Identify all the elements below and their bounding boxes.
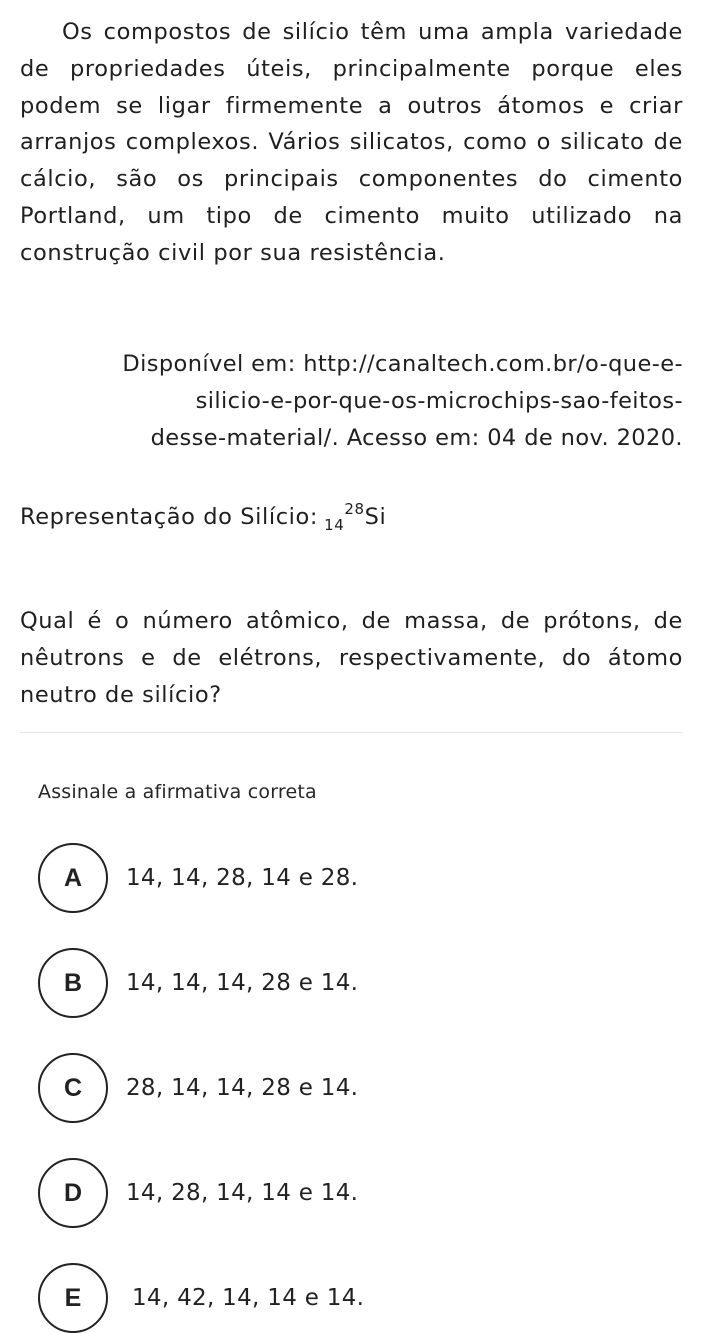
element-symbol: Si bbox=[364, 504, 387, 530]
question-text: Qual é o número atômico, de massa, de prótons, de nêutrons e de elétrons, respectivamente, do átomo neutro de silício? bbox=[20, 608, 683, 708]
source-citation bbox=[20, 346, 683, 456]
option-text: 14, 42, 14, 14 e 14. bbox=[132, 1285, 365, 1311]
divider bbox=[20, 732, 683, 733]
option-letter-circle: C bbox=[38, 1053, 108, 1123]
option-letter-circle: B bbox=[38, 948, 108, 1018]
option-letter-circle: E bbox=[38, 1263, 108, 1333]
option-text: 14, 14, 14, 28 e 14. bbox=[126, 970, 359, 996]
option-b[interactable] bbox=[38, 948, 638, 1018]
source-line-3: desse-material/. Acesso em: 04 de nov. 2020. bbox=[150, 424, 683, 451]
option-d[interactable] bbox=[38, 1158, 638, 1228]
source-line-2: silicio-e-por-que-os-microchips-sao-feitos- bbox=[195, 387, 683, 414]
mass-number: 28 bbox=[344, 500, 365, 518]
passage-text: Os compostos de silício têm uma ampla variedade de propriedades úteis, principalmente porque eles podem se ligar firmemente a outros átomos e criar arranjos complexos. Vários silicatos, como o silicato de cálcio, são os principais componentes do cimento Portland, um tipo de cimento muito utilizado na construção civil por sua resistência. bbox=[20, 19, 683, 266]
option-c[interactable] bbox=[38, 1053, 638, 1123]
representation-label: Representação do Silício: bbox=[20, 504, 319, 530]
option-a[interactable] bbox=[38, 843, 638, 913]
silicon-representation bbox=[20, 491, 386, 543]
option-text: 28, 14, 14, 28 e 14. bbox=[126, 1075, 359, 1101]
option-letter-circle: A bbox=[38, 843, 108, 913]
source-line-1: Disponível em: http://canaltech.com.br/o-que-e- bbox=[122, 351, 683, 377]
option-text: 14, 14, 28, 14 e 28. bbox=[126, 865, 359, 891]
option-text: 14, 28, 14, 14 e 14. bbox=[126, 1180, 359, 1206]
atomic-number: 14 bbox=[324, 516, 345, 534]
instruction-text: Assinale a afirmativa correta bbox=[38, 781, 317, 803]
option-letter-circle: D bbox=[38, 1158, 108, 1228]
